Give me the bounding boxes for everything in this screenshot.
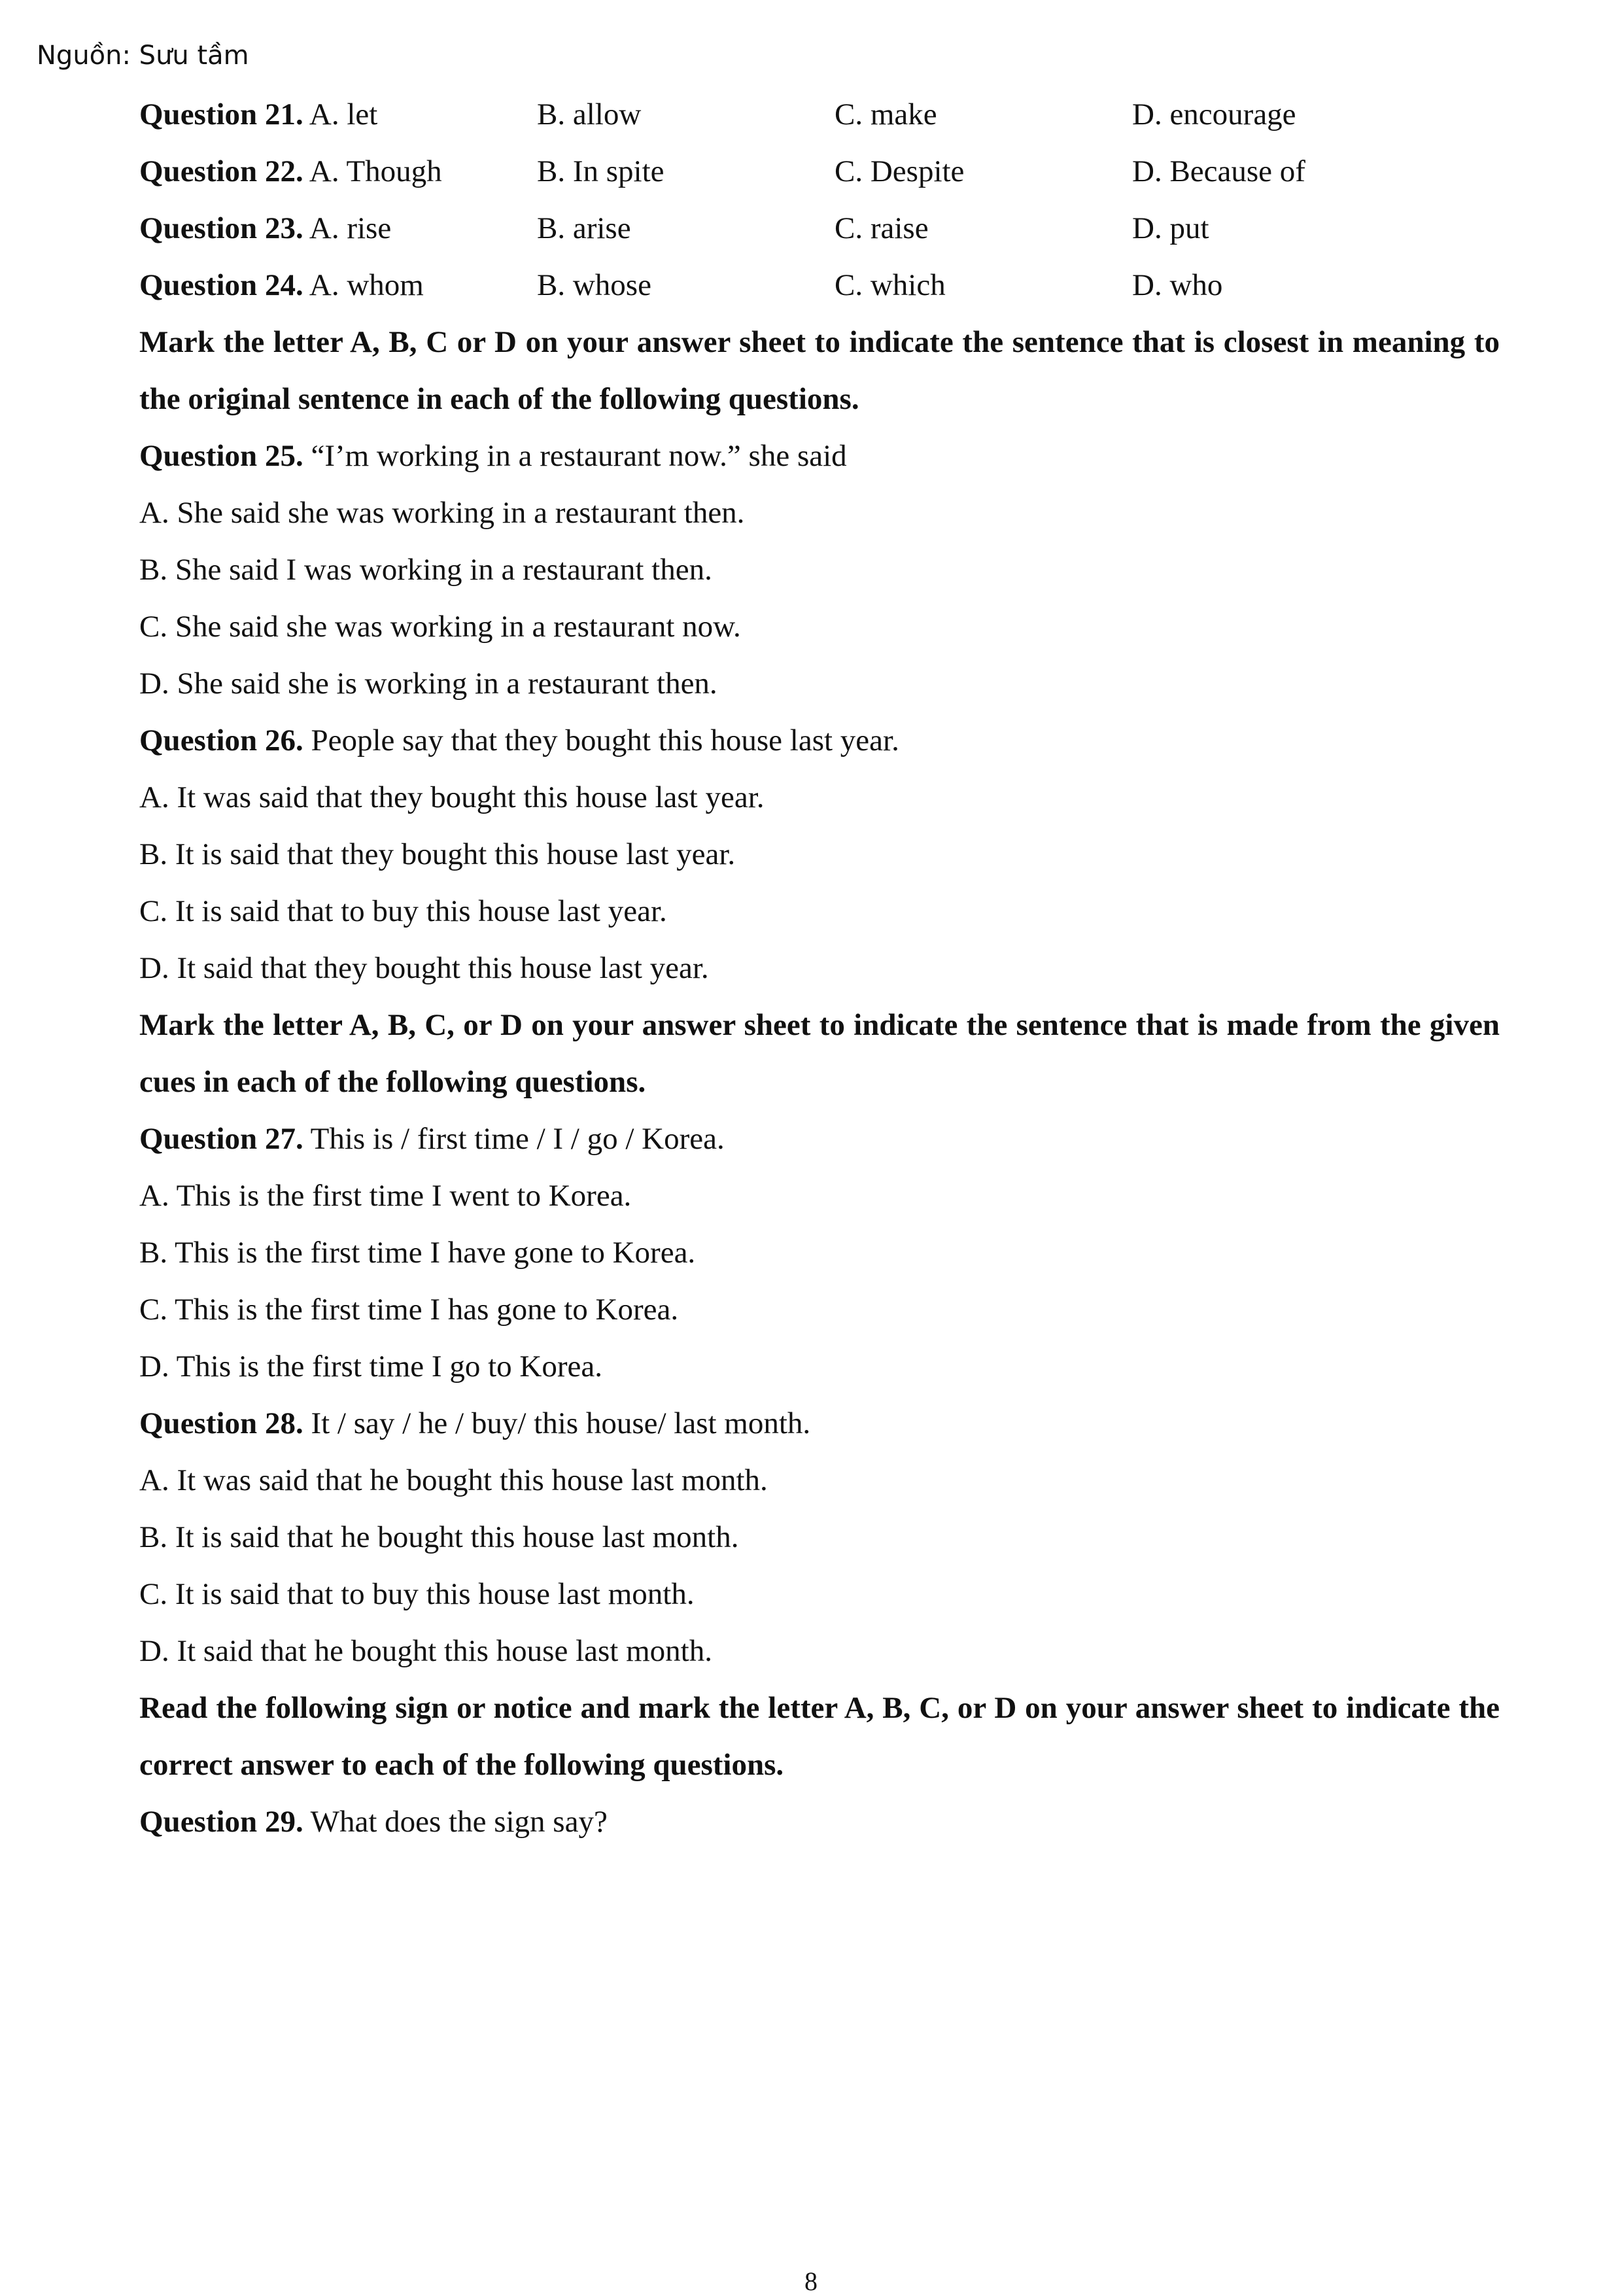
question-28-choice-a: A. It was said that he bought this house last month. (139, 1463, 768, 1497)
exam-content (139, 86, 1500, 1851)
question-26-stem-line (139, 712, 1500, 769)
question-24-choice-c: C. which (835, 268, 946, 302)
question-22-choice-b: B. In spite (537, 154, 664, 188)
question-26-choice-a: A. It was said that they bought this house last year. (139, 780, 765, 814)
question-27-stem-line (139, 1111, 1500, 1168)
question-27-label: Question 27. (139, 1122, 303, 1156)
question-23-choice-d: D. put (1132, 211, 1209, 245)
instruction-given-cues: Mark the letter A, B, C, or D on your answer sheet to indicate the sentence that is made from the given cues in each of the following questions. (139, 1008, 1500, 1099)
question-22-choice-d: D. Because of (1132, 154, 1305, 188)
question-24-choice-d: D. who (1132, 268, 1223, 302)
question-25-stem: “I’m working in a restaurant now.” she said (311, 439, 847, 473)
question-21-choice-a: A. let (309, 97, 378, 131)
question-22-choice-c: C. Despite (835, 154, 965, 188)
question-28-stem: It / say / he / buy/ this house/ last month. (311, 1406, 811, 1440)
question-25-stem-line (139, 428, 1500, 485)
question-22-choice-a-cell (139, 143, 442, 200)
question-29-label: Question 29. (139, 1805, 303, 1839)
question-26-label: Question 26. (139, 723, 303, 757)
question-25-choice-b: B. She said I was working in a restaurant then. (139, 553, 712, 587)
question-23-choice-a: A. rise (309, 211, 392, 245)
question-21-choice-b: B. allow (537, 97, 642, 131)
instruction-sign-notice: Read the following sign or notice and mark the letter A, B, C, or D on your answer sheet to indicate the correct answer to each of the following questions. (139, 1691, 1500, 1782)
question-22-label: Question 22. (139, 154, 303, 188)
question-21-choice-d: D. encourage (1132, 97, 1296, 131)
question-27-choice-d: D. This is the first time I go to Korea. (139, 1349, 602, 1383)
source-label: Nguồn: Sưu tầm (37, 41, 249, 71)
question-21-choice-a-cell (139, 86, 377, 143)
question-27-choice-b: B. This is the first time I have gone to Korea. (139, 1236, 696, 1270)
question-21-label: Question 21. (139, 97, 303, 131)
question-23-choice-c: C. raise (835, 211, 929, 245)
question-26-choice-d: D. It said that they bought this house last year. (139, 951, 709, 985)
question-25-choice-a: A. She said she was working in a restaurant then. (139, 496, 745, 530)
question-22 (139, 143, 1500, 200)
question-27-stem: This is / first time / I / go / Korea. (310, 1122, 725, 1156)
question-21 (139, 86, 1500, 143)
question-25-choice-c: C. She said she was working in a restaurant now. (139, 610, 741, 644)
question-26-choice-b: B. It is said that they bought this house last year. (139, 837, 736, 871)
question-24-choice-a-cell (139, 257, 424, 314)
question-29-stem: What does the sign say? (310, 1805, 608, 1839)
question-22-choice-a: A. Though (309, 154, 442, 188)
question-27-choice-c: C. This is the first time I has gone to Korea. (139, 1293, 679, 1327)
question-29-stem-line (139, 1794, 1500, 1851)
page-number: 8 (804, 2267, 818, 2296)
question-23-choice-b: B. arise (537, 211, 631, 245)
question-24-choice-b: B. whose (537, 268, 651, 302)
question-21-choice-c: C. make (835, 97, 937, 131)
question-26-choice-c: C. It is said that to buy this house last year. (139, 894, 667, 928)
question-28-choice-d: D. It said that he bought this house last month. (139, 1634, 712, 1668)
question-25-choice-d: D. She said she is working in a restaurant then. (139, 667, 717, 701)
question-23 (139, 200, 1500, 257)
question-23-choice-a-cell (139, 200, 391, 257)
question-27-choice-a: A. This is the first time I went to Korea. (139, 1179, 632, 1213)
question-25-label: Question 25. (139, 439, 303, 473)
question-24-choice-a: A. whom (309, 268, 424, 302)
question-24-label: Question 24. (139, 268, 303, 302)
question-26-stem: People say that they bought this house last year. (311, 723, 899, 757)
instruction-closest-meaning: Mark the letter A, B, C or D on your answer sheet to indicate the sentence that is closest in meaning to the original sentence in each of the following questions. (139, 325, 1500, 416)
question-28-choice-c: C. It is said that to buy this house last month. (139, 1577, 695, 1611)
question-28-choice-b: B. It is said that he bought this house last month. (139, 1520, 739, 1554)
question-24 (139, 257, 1500, 314)
question-28-stem-line (139, 1395, 1500, 1452)
question-28-label: Question 28. (139, 1406, 303, 1440)
question-23-label: Question 23. (139, 211, 303, 245)
